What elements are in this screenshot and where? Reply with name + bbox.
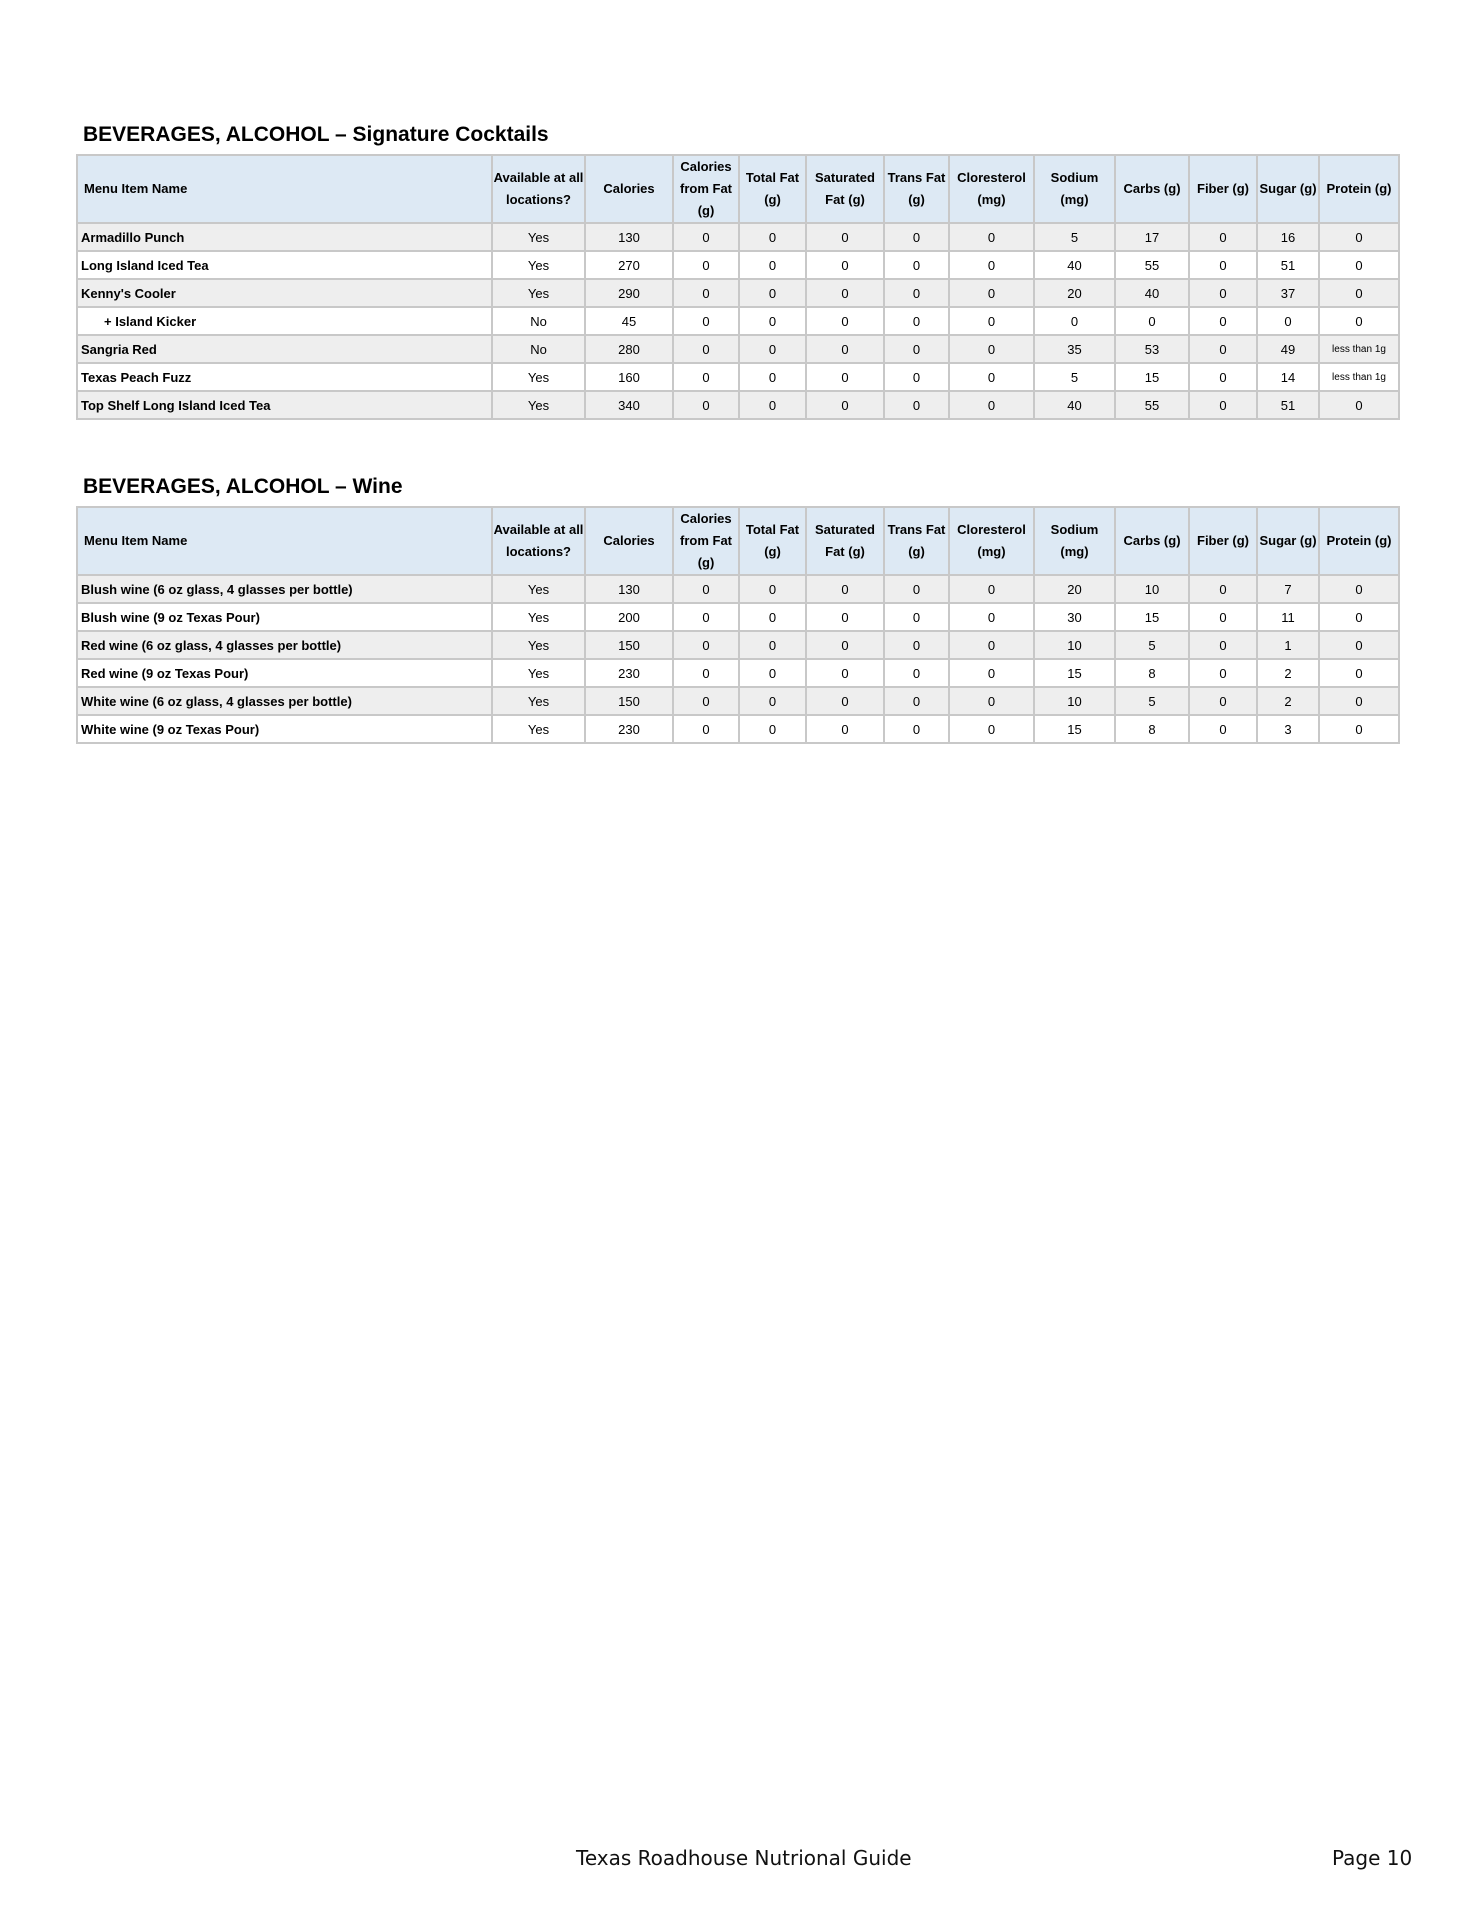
table-cell: 0	[806, 307, 884, 335]
table-cell: 17	[1115, 223, 1189, 251]
table-cell: 230	[585, 715, 673, 743]
table-cell: 150	[585, 687, 673, 715]
table-cell: 0	[739, 687, 806, 715]
table-cell: 15	[1115, 603, 1189, 631]
table-cell: 37	[1257, 279, 1319, 307]
table-cell: 0	[1189, 603, 1257, 631]
table-cell: 0	[949, 223, 1034, 251]
table-cell: 0	[884, 223, 949, 251]
table-row	[77, 631, 1399, 659]
table-cell: 8	[1115, 659, 1189, 687]
table-cell: 8	[1115, 715, 1189, 743]
table-cell: 0	[739, 251, 806, 279]
table-cell: 0	[884, 307, 949, 335]
table-cell: 0	[1034, 307, 1115, 335]
table-cell: 0	[1319, 251, 1399, 279]
table-row	[77, 335, 1399, 363]
table-cell: No	[492, 335, 585, 363]
column-header: Sugar (g)	[1257, 155, 1319, 223]
table-cell: 0	[884, 715, 949, 743]
table-cell: 0	[739, 659, 806, 687]
table-cell: Yes	[492, 575, 585, 603]
table-cell: less than 1g	[1319, 363, 1399, 391]
table-cell: 0	[884, 279, 949, 307]
column-header: Total Fat (g)	[739, 507, 806, 575]
column-header: Calories	[585, 507, 673, 575]
table-cell: 0	[1189, 715, 1257, 743]
table-cell: 0	[1319, 575, 1399, 603]
table-cell: Yes	[492, 279, 585, 307]
table-cell: 0	[1189, 363, 1257, 391]
table-cell: 2	[1257, 687, 1319, 715]
table-cell: 10	[1034, 687, 1115, 715]
table-cell: 0	[1319, 223, 1399, 251]
table-cell: 0	[884, 687, 949, 715]
menu-item-name: Long Island Iced Tea	[77, 251, 492, 279]
table-cell: 0	[673, 335, 739, 363]
table-cell: Yes	[492, 391, 585, 419]
column-header: Protein (g)	[1319, 155, 1399, 223]
column-header: Available at all locations?	[492, 155, 585, 223]
table-cell: 0	[1189, 279, 1257, 307]
table-cell: 0	[949, 279, 1034, 307]
column-header: Carbs (g)	[1115, 507, 1189, 575]
table-cell: 0	[949, 603, 1034, 631]
table-cell: 0	[673, 391, 739, 419]
table-cell: 0	[739, 363, 806, 391]
table-cell: 0	[739, 575, 806, 603]
table-cell: 270	[585, 251, 673, 279]
menu-item-name: White wine (9 oz Texas Pour)	[77, 715, 492, 743]
table-cell: 0	[1189, 575, 1257, 603]
table-cell: 1	[1257, 631, 1319, 659]
table-cell: 150	[585, 631, 673, 659]
table-row	[77, 715, 1399, 743]
column-header: Trans Fat (g)	[884, 507, 949, 575]
column-header: Carbs (g)	[1115, 155, 1189, 223]
menu-item-name: Blush wine (9 oz Texas Pour)	[77, 603, 492, 631]
table-cell: 0	[806, 631, 884, 659]
table-cell: 40	[1034, 251, 1115, 279]
table-cell: Yes	[492, 223, 585, 251]
section-title: BEVERAGES, ALCOHOL – Signature Cocktails	[83, 123, 549, 146]
menu-item-name: Sangria Red	[77, 335, 492, 363]
menu-item-name: Armadillo Punch	[77, 223, 492, 251]
table-cell: 0	[739, 279, 806, 307]
table-cell: 0	[739, 307, 806, 335]
table-cell: 0	[673, 363, 739, 391]
section-signature-cocktails	[76, 120, 1398, 420]
column-header: Saturated Fat (g)	[806, 155, 884, 223]
table-cell: 30	[1034, 603, 1115, 631]
table-cell: 0	[739, 715, 806, 743]
column-header: Menu Item Name	[77, 507, 492, 575]
table-cell: 5	[1115, 687, 1189, 715]
table-cell: 230	[585, 659, 673, 687]
table-cell: 0	[806, 363, 884, 391]
table-row	[77, 251, 1399, 279]
table-cell: 40	[1115, 279, 1189, 307]
table-cell: 0	[806, 575, 884, 603]
table-cell: 15	[1034, 715, 1115, 743]
table-cell: 0	[1189, 251, 1257, 279]
column-header: Sodium (mg)	[1034, 155, 1115, 223]
menu-item-name: Blush wine (6 oz glass, 4 glasses per bottle)	[77, 575, 492, 603]
table-cell: Yes	[492, 687, 585, 715]
table-row	[77, 659, 1399, 687]
table-cell: 0	[949, 307, 1034, 335]
table-cell: 0	[673, 603, 739, 631]
table-row	[77, 279, 1399, 307]
table-cell: Yes	[492, 659, 585, 687]
section-title: BEVERAGES, ALCOHOL – Wine	[83, 475, 403, 498]
table-header-row	[77, 155, 1399, 223]
table-cell: Yes	[492, 363, 585, 391]
table-cell: 0	[884, 251, 949, 279]
table-cell: 0	[1319, 603, 1399, 631]
column-header: Protein (g)	[1319, 507, 1399, 575]
menu-item-name: Kenny's Cooler	[77, 279, 492, 307]
column-header: Fiber (g)	[1189, 155, 1257, 223]
table-cell: 0	[884, 391, 949, 419]
table-cell: 0	[673, 575, 739, 603]
table-cell: 0	[673, 687, 739, 715]
column-header: Total Fat (g)	[739, 155, 806, 223]
column-header: Cloresterol (mg)	[949, 155, 1034, 223]
table-cell: 0	[806, 715, 884, 743]
table-body	[77, 575, 1399, 743]
table-cell: 53	[1115, 335, 1189, 363]
table-cell: 7	[1257, 575, 1319, 603]
table-cell: 130	[585, 575, 673, 603]
table-cell: 0	[949, 335, 1034, 363]
table-cell: 0	[806, 251, 884, 279]
table-cell: Yes	[492, 251, 585, 279]
menu-item-name: + Island Kicker	[77, 307, 492, 335]
page-number: Page 10	[1332, 1846, 1413, 1870]
table-cell: 160	[585, 363, 673, 391]
table-cell: 0	[673, 659, 739, 687]
table-cell: 0	[806, 687, 884, 715]
table-cell: 0	[1319, 279, 1399, 307]
table-cell: 0	[673, 223, 739, 251]
table-cell: 340	[585, 391, 673, 419]
table-cell: 0	[1189, 307, 1257, 335]
table-row	[77, 307, 1399, 335]
table-cell: 0	[949, 251, 1034, 279]
table-cell: 0	[1257, 307, 1319, 335]
table-cell: 15	[1115, 363, 1189, 391]
table-cell: 11	[1257, 603, 1319, 631]
table-cell: 5	[1034, 223, 1115, 251]
table-cell: 0	[884, 659, 949, 687]
table-cell: 0	[673, 279, 739, 307]
table-row	[77, 363, 1399, 391]
table-cell: 0	[1189, 223, 1257, 251]
table-cell: 0	[739, 335, 806, 363]
column-header: Fiber (g)	[1189, 507, 1257, 575]
table-cell: 0	[1115, 307, 1189, 335]
table-cell: 0	[673, 715, 739, 743]
table-cell: 20	[1034, 279, 1115, 307]
table-cell: 0	[739, 603, 806, 631]
table-row	[77, 223, 1399, 251]
table-cell: 0	[739, 391, 806, 419]
table-cell: 5	[1115, 631, 1189, 659]
table-body	[77, 223, 1399, 419]
table-cell: 0	[949, 363, 1034, 391]
table-cell: 20	[1034, 575, 1115, 603]
table-cell: 0	[1319, 631, 1399, 659]
table-cell: 0	[949, 391, 1034, 419]
table-cell: 0	[673, 251, 739, 279]
table-cell: No	[492, 307, 585, 335]
table-cell: 0	[673, 307, 739, 335]
table-cell: 0	[1319, 391, 1399, 419]
table-cell: 0	[806, 603, 884, 631]
table-cell: 0	[806, 391, 884, 419]
table-cell: 55	[1115, 251, 1189, 279]
table-cell: 0	[806, 659, 884, 687]
menu-item-name: Red wine (6 oz glass, 4 glasses per bottle)	[77, 631, 492, 659]
table-cell: 0	[673, 631, 739, 659]
menu-item-name: White wine (6 oz glass, 4 glasses per bottle)	[77, 687, 492, 715]
table-row	[77, 687, 1399, 715]
table-cell: 0	[1189, 659, 1257, 687]
table-cell: 0	[884, 631, 949, 659]
table-cell: 0	[884, 335, 949, 363]
table-cell: 0	[884, 363, 949, 391]
table-cell: 45	[585, 307, 673, 335]
table-header-row	[77, 507, 1399, 575]
menu-item-name: Texas Peach Fuzz	[77, 363, 492, 391]
column-header: Sodium (mg)	[1034, 507, 1115, 575]
table-cell: 0	[884, 575, 949, 603]
nutrition-table-wine	[76, 506, 1400, 744]
table-cell: 290	[585, 279, 673, 307]
table-cell: 200	[585, 603, 673, 631]
table-cell: 0	[739, 223, 806, 251]
table-cell: 0	[1189, 335, 1257, 363]
table-cell: 14	[1257, 363, 1319, 391]
table-cell: 5	[1034, 363, 1115, 391]
table-cell: 0	[1189, 631, 1257, 659]
table-row	[77, 575, 1399, 603]
column-header: Cloresterol (mg)	[949, 507, 1034, 575]
table-cell: 0	[949, 715, 1034, 743]
table-cell: 49	[1257, 335, 1319, 363]
table-cell: Yes	[492, 715, 585, 743]
table-cell: 0	[884, 603, 949, 631]
table-cell: 0	[739, 631, 806, 659]
table-cell: 16	[1257, 223, 1319, 251]
table-cell: Yes	[492, 631, 585, 659]
table-cell: 0	[806, 279, 884, 307]
table-cell: 0	[949, 575, 1034, 603]
menu-item-name: Red wine (9 oz Texas Pour)	[77, 659, 492, 687]
table-cell: 10	[1115, 575, 1189, 603]
table-cell: 0	[949, 659, 1034, 687]
table-cell: 0	[1319, 687, 1399, 715]
column-header: Sugar (g)	[1257, 507, 1319, 575]
table-cell: 55	[1115, 391, 1189, 419]
column-header: Calories	[585, 155, 673, 223]
table-cell: less than 1g	[1319, 335, 1399, 363]
table-cell: 51	[1257, 391, 1319, 419]
table-cell: 2	[1257, 659, 1319, 687]
column-header: Saturated Fat (g)	[806, 507, 884, 575]
nutrition-table-signature-cocktails	[76, 154, 1400, 420]
column-header: Calories from Fat (g)	[673, 507, 739, 575]
table-row	[77, 603, 1399, 631]
table-cell: 0	[806, 335, 884, 363]
footer-title: Texas Roadhouse Nutrional Guide	[576, 1846, 912, 1870]
table-cell: 40	[1034, 391, 1115, 419]
menu-item-name: Top Shelf Long Island Iced Tea	[77, 391, 492, 419]
table-cell: 280	[585, 335, 673, 363]
table-cell: 0	[1189, 687, 1257, 715]
table-cell: 35	[1034, 335, 1115, 363]
table-cell: 0	[1319, 715, 1399, 743]
table-cell: 0	[1319, 307, 1399, 335]
table-cell: 130	[585, 223, 673, 251]
table-cell: 0	[949, 631, 1034, 659]
table-cell: 51	[1257, 251, 1319, 279]
column-header: Calories from Fat (g)	[673, 155, 739, 223]
table-cell: 0	[1189, 391, 1257, 419]
table-cell: 15	[1034, 659, 1115, 687]
table-cell: 10	[1034, 631, 1115, 659]
table-cell: 3	[1257, 715, 1319, 743]
table-row	[77, 391, 1399, 419]
table-cell: 0	[949, 687, 1034, 715]
table-cell: 0	[1319, 659, 1399, 687]
table-cell: Yes	[492, 603, 585, 631]
section-wine	[76, 472, 1398, 744]
column-header: Menu Item Name	[77, 155, 492, 223]
column-header: Trans Fat (g)	[884, 155, 949, 223]
column-header: Available at all locations?	[492, 507, 585, 575]
table-cell: 0	[806, 223, 884, 251]
